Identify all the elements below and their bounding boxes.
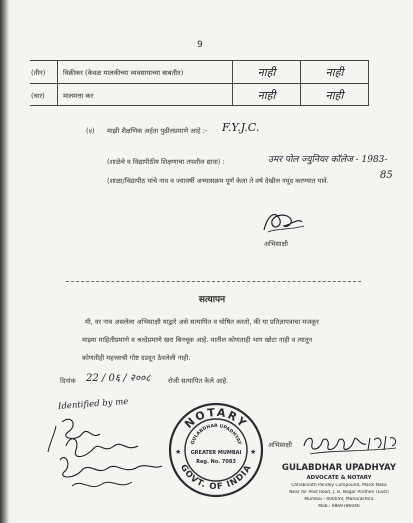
notary-signature — [300, 430, 400, 458]
signature-stroke — [304, 438, 366, 449]
row-index: (चार) — [31, 91, 45, 100]
verification-heading: सत्यापन — [198, 295, 226, 305]
education-line-2: (शाळेचे व विद्यापीठीय शिक्षणाचा तपशील द्यावा) : — [107, 158, 225, 166]
seal-center-line-2: Reg. No. 7083 — [196, 459, 236, 465]
identifier-signatures — [42, 412, 172, 498]
row-label: मालमत्ता कर — [57, 84, 232, 106]
stamp-mobile: Mob.: 9869786046 — [318, 504, 360, 509]
seal-inner-top-path-text: GULABDHAR UPADHYAY — [190, 423, 242, 446]
notary-seal — [168, 402, 264, 498]
section-divider — [66, 281, 361, 282]
verification-line-2: माझ्या माहितीप्रमाणे व श्रध्देप्रमाणे खरा बिनचूक आहे. यातील कोणताही भाग खोटा नाही व त्यातून — [82, 336, 313, 344]
stamp-address-line-2: Near Air Post Road, J. B. Nagar Andheri (East) — [289, 490, 389, 495]
stamp-address-line-1: Chhabinath Pandey Compound, Marol Naka — [291, 483, 387, 488]
row-label: विक्रीकर (केवळ मालकीच्या व्यवसायाच्या बाबतीत) — [57, 61, 232, 83]
identified-by-note: Identified by me — [57, 396, 129, 412]
verification-line-3: कोणतीही महत्त्वाची गोष्ट दडवून ठेवलेली नाही. — [82, 354, 191, 362]
date-suffix: रोजी सत्यापित केले आहे. — [168, 377, 229, 385]
education-handwritten-qualification: F.Y.J.C. — [222, 121, 260, 134]
row-index: (तीन) — [31, 68, 46, 77]
signature-underline — [310, 448, 396, 454]
seal-center-line-1: GREATER MUMBAI — [190, 450, 242, 456]
education-index: (४) — [86, 127, 95, 135]
education-line-3: (शाळा/विद्यापीठ यांचे नाव व ज्यावर्षी अभ्यासक्रम पूर्ण केला ते वर्ष देखील नमूद करण्यात यावे. — [107, 177, 329, 185]
date-prefix: दिनांक — [60, 377, 76, 385]
education-handwritten-year: 85 — [380, 170, 393, 181]
seal-star-right-icon: ★ — [250, 448, 257, 456]
signature-stroke — [368, 436, 396, 450]
deponent-signature-top — [258, 206, 308, 238]
row-value-1: नाही — [232, 84, 300, 106]
verification-line-1: मी, वर नाव असलेला अभिसाक्षी याद्वारे असे सत्यापित व घोषित करतो, की या प्रतिज्ञापत्राचा मजकूर — [85, 318, 319, 326]
education-line-1: माझी शैक्षणिक अर्हता पुढीलप्रमाणे आहे :- — [107, 127, 208, 135]
row-value-2: नाही — [300, 84, 368, 106]
scan-left-edge-shadow — [0, 0, 10, 523]
seal-inner-top-text — [190, 423, 243, 446]
signature-stroke — [66, 439, 138, 457]
stamp-address-line-3: Mumbai - 400059, Maharashtra — [304, 497, 374, 502]
deponent-label-top: अभिसाक्षी — [264, 240, 288, 248]
tax-table — [30, 60, 369, 106]
signature-stroke — [60, 458, 162, 477]
date-handwritten: 22 / 0६ / २००८ — [86, 373, 151, 384]
stamp-notary-title: ADVOCATE & NOTARY — [306, 475, 372, 481]
signature-stroke — [62, 419, 100, 438]
signature-stroke — [72, 482, 132, 487]
education-handwritten-school: उमर पोल ज्युनियर कॉलेज - 1983- — [268, 155, 388, 165]
seal-outer-top-path-text: NOTARY — [182, 405, 250, 431]
table-row — [30, 83, 368, 106]
row-value-1: नाही — [232, 61, 300, 83]
page-number: 9 — [197, 40, 203, 50]
deponent-label-bottom: अभिसाक्षी — [268, 441, 292, 449]
signature-stroke — [48, 426, 56, 452]
row-value-2: नाही — [300, 61, 368, 83]
table-row — [30, 61, 368, 83]
stamp-notary-name: GULABDHAR UPADHYAY — [281, 463, 397, 473]
seal-outer-bottom-path-text: GOVT. OF INDIA — [177, 462, 255, 493]
seal-star-left-icon: ★ — [175, 448, 182, 456]
